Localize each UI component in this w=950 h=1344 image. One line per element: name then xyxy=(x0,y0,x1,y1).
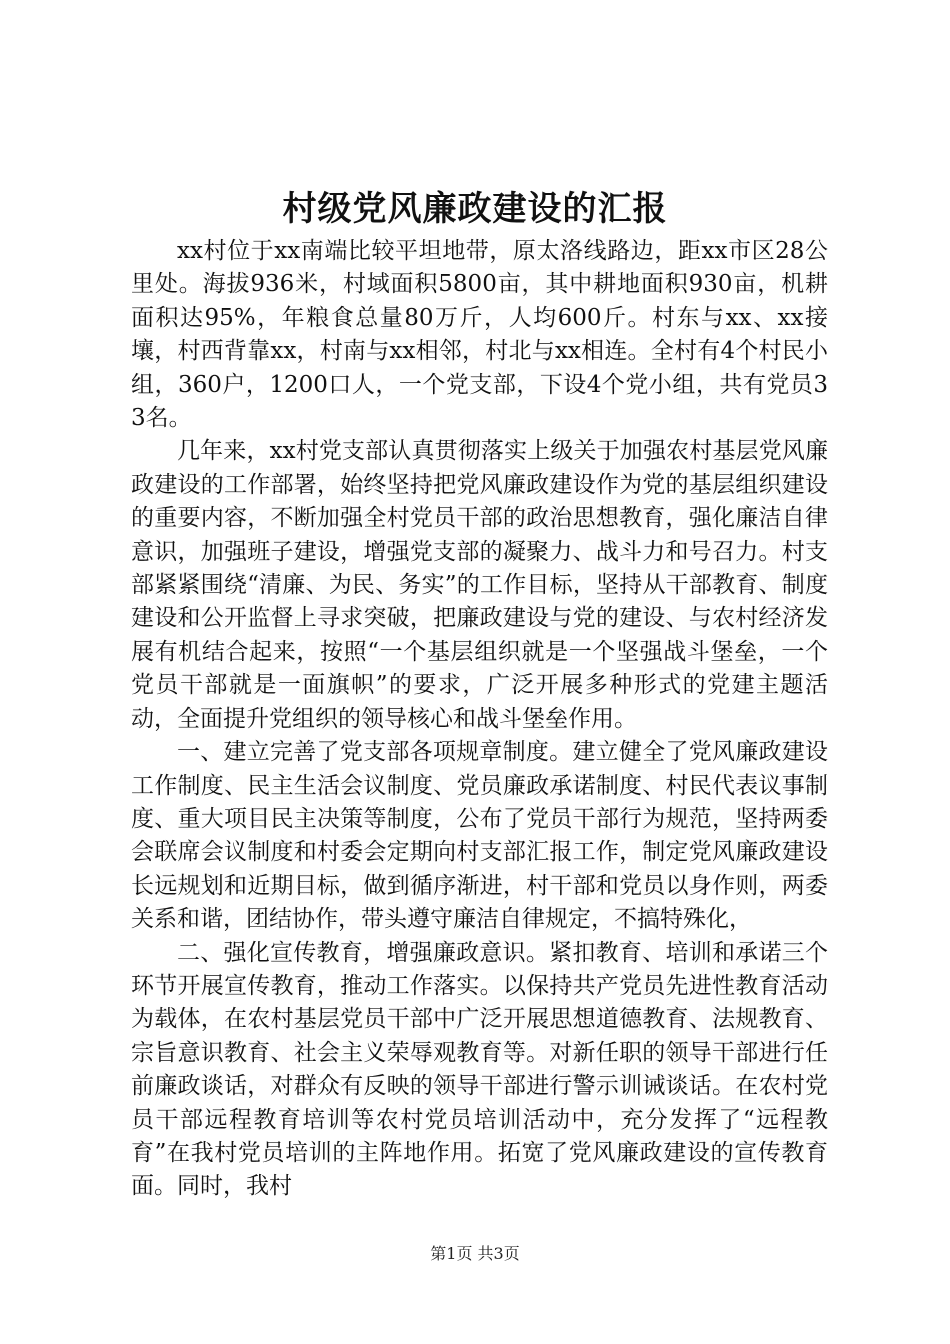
paragraph-section-one-rules: 一、建立完善了党支部各项规章制度。建立健全了党风廉政建设工作制度、民主生活会议制度、党员廉政承诺制度、村民代表议事制度、重大项目民主决策等制度，公布了党员干部行为规范，坚持两委会联席会议制度和村委会定期向村支部汇报工作，制定党风廉政建设长远规划和近期目标，做到循序渐进，村干部和党员以身作则，两委关系和谐，团结协作，带头遵守廉洁自律规定，不搞特殊化， xyxy=(131,739,828,933)
document-title: 村级党风廉政建设的汇报 xyxy=(282,189,668,229)
paragraph-village-overview: xx村位于xx南端比较平坦地带，原太洛线路边，距xx市区28公里处。海拔936米，村域面积5800亩，其中耕地面积930亩，机耕面积达95%，年粮食总量80万斤，人均600斤。村东与xx、xx接壤，村西背靠xx，村南与xx相邻，村北与xx相连。全村有4个村民小组，360户，1200口人，一个党支部，下设4个党小组，共有党员33名。 xyxy=(131,238,828,432)
page-number-footer: 第1页 共3页 xyxy=(430,1244,520,1263)
paragraph-section-two-education: 二、强化宣传教育，增强廉政意识。紧扣教育、培训和承诺三个环节开展宣传教育，推动工作落实。以保持共产党员先进性教育活动为载体，在农村基层党员干部中广泛开展思想道德教育、法规教育、宗旨意识教育、社会主义荣辱观教育等。对新任职的领导干部进行任前廉政谈话，对群众有反映的领导干部进行警示训诫谈话。在农村党员干部远程教育培训等农村党员培训活动中，充分发挥了“远程教育”在我村党员培训的主阵地作用。拓宽了党风廉政建设的宣传教育面。同时，我村 xyxy=(131,939,828,1200)
paragraph-party-work-summary: 几年来，xx村党支部认真贯彻落实上级关于加强农村基层党风廉政建设的工作部署，始终坚持把党风廉政建设作为党的基层组织建设的重要内容，不断加强全村党员干部的政治思想教育，强化廉洁自律意识，加强班子建设，增强党支部的凝聚力、战斗力和号召力。村支部紧紧围绕“清廉、为民、务实”的工作目标，坚持从干部教育、制度建设和公开监督上寻求突破，把廉政建设与党的建设、与农村经济发展有机结合起来，按照“一个基层组织就是一个坚强战斗堡垒，一个党员干部就是一面旗帜”的要求，广泛开展多种形式的党建主题活动，全面提升党组织的领导核心和战斗堡垒作用。 xyxy=(131,438,828,732)
document-body xyxy=(131,235,828,1204)
